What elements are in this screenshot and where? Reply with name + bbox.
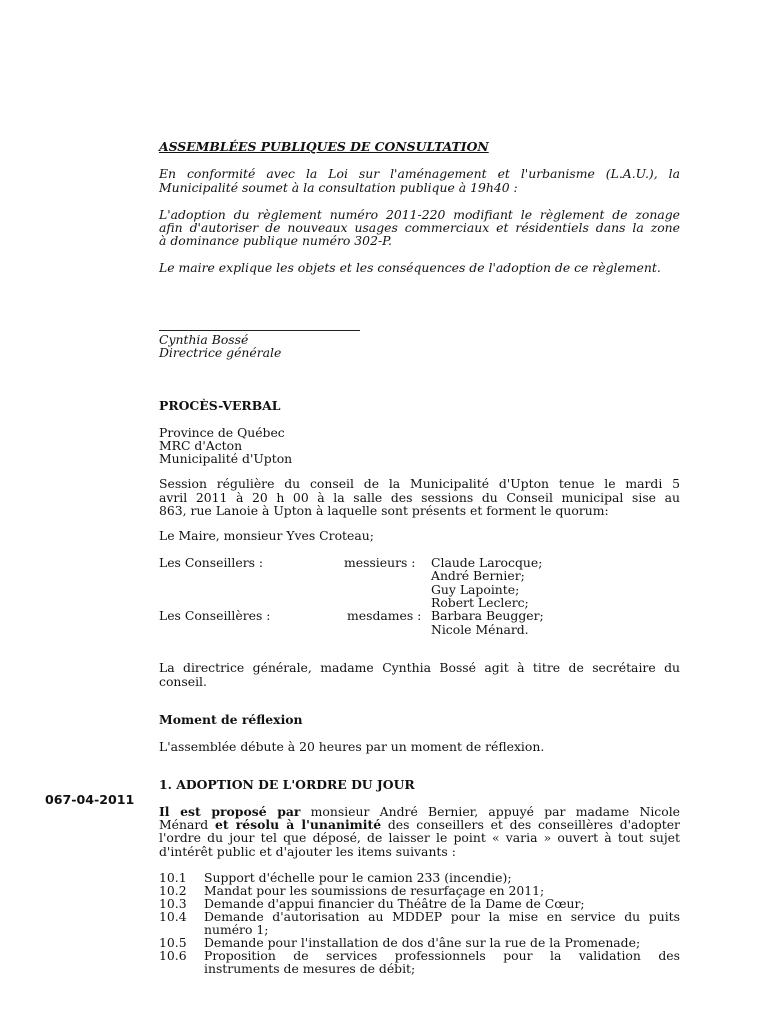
item-number: 10.6 [159,948,187,963]
agenda-line-3: l'ordre du jour tel que déposé, de laisser le point « varia » ouvert à tout sujet [159,830,680,845]
province: Province de Québec [159,425,285,440]
proposed-bold: Il est proposé par [159,804,301,819]
adoption-line-1: L'adoption du règlement numéro 2011-220 modifiant le règlement de zonage [159,207,680,222]
item-number: 10.5 [159,935,187,950]
councillor-name: Claude Larocque; [431,555,543,570]
mrc: MRC d'Acton [159,438,243,453]
resolved-bold: et résolu à l'unanimité [215,817,382,832]
intro-line-1: En conformité avec la Loi sur l'aménagement et l'urbanisme (L.A.U.), la [159,166,680,181]
consultation-heading: ASSEMBLÉES PUBLIQUES DE CONSULTATION [159,139,489,154]
item-text-continued: numéro 1; [204,922,269,937]
councillor-f-name: Nicole Ménard. [431,622,529,637]
resolution-number: 067-04-2011 [45,792,135,807]
councillor-name: Robert Leclerc; [431,595,529,610]
councillors-label: Les Conseillers : [159,555,264,570]
session-line-3: 863, rue Lanoie à Upton à laquelle sont présents et forment le quorum: [159,503,609,518]
item-number: 10.1 [159,870,187,885]
reflection-heading: Moment de réflexion [159,712,303,727]
reflection-text: L'assemblée débute à 20 heures par un moment de réflexion. [159,739,545,754]
signature-name: Cynthia Bossé [159,332,249,347]
item-text: Mandat pour les soumissions de resurfaçage en 2011; [204,883,545,898]
councillor-name: André Bernier; [431,568,525,583]
councillors-f-prefix: mesdames : [347,608,422,623]
item-number: 10.2 [159,883,187,898]
councillor-f-name: Barbara Beugger; [431,608,544,623]
item-text-continued: instruments de mesures de débit; [204,961,416,976]
signature-line [159,330,360,331]
mayor-present: Le Maire, monsieur Yves Croteau; [159,528,374,543]
adoption-line-2: afin d'autoriser de nouveaux usages commerciaux et résidentiels dans la zone [159,220,680,235]
item-number: 10.3 [159,896,187,911]
line2-start: Ménard [159,817,216,832]
signature-title: Directrice générale [159,345,282,360]
item-text: Demande d'autorisation au MDDEP pour la mise en service du puits [204,909,680,924]
item-text: Demande pour l'installation de dos d'âne sur la rue de la Promenade; [204,935,641,950]
councillors-f-label: Les Conseillères : [159,608,271,623]
item-text: Support d'échelle pour le camion 233 (incendie); [204,870,512,885]
adoption-line-3: à dominance publique numéro 302-P. [159,233,392,248]
item-number: 10.4 [159,909,187,924]
item-text: Proposition de services professionnels pour la validation des [204,948,680,963]
line2-rest: des conseillers et des conseillères d'adopter [381,817,680,832]
session-line-1: Session régulière du conseil de la Municipalité d'Upton tenue le mardi 5 [159,476,680,491]
proces-verbal-heading: PROCÈS-VERBAL [159,398,281,413]
secretary-line-2: conseil. [159,674,207,689]
agenda-line-4: d'intérêt public et d'ajouter les items suivants : [159,844,456,859]
intro-line-2: Municipalité soumet à la consultation publique à 19h40 : [159,180,518,195]
session-line-2: avril 2011 à 20 h 00 à la salle des sessions du Conseil municipal sise au [159,490,680,505]
councillors-prefix: messieurs : [344,555,416,570]
municipality: Municipalité d'Upton [159,451,293,466]
secretary-line-1: La directrice générale, madame Cynthia Bossé agit à titre de secrétaire du [159,660,680,675]
councillor-name: Guy Lapointe; [431,582,520,597]
item-text: Demande d'appui financier du Théâtre de la Dame de Cœur; [204,896,585,911]
mayor-explains: Le maire explique les objets et les conséquences de l'adoption de ce règlement. [159,260,661,275]
proposed-rest: monsieur André Bernier, appuyé par madame Nicole [300,804,680,819]
agenda-heading: 1. ADOPTION DE L'ORDRE DU JOUR [159,777,415,792]
